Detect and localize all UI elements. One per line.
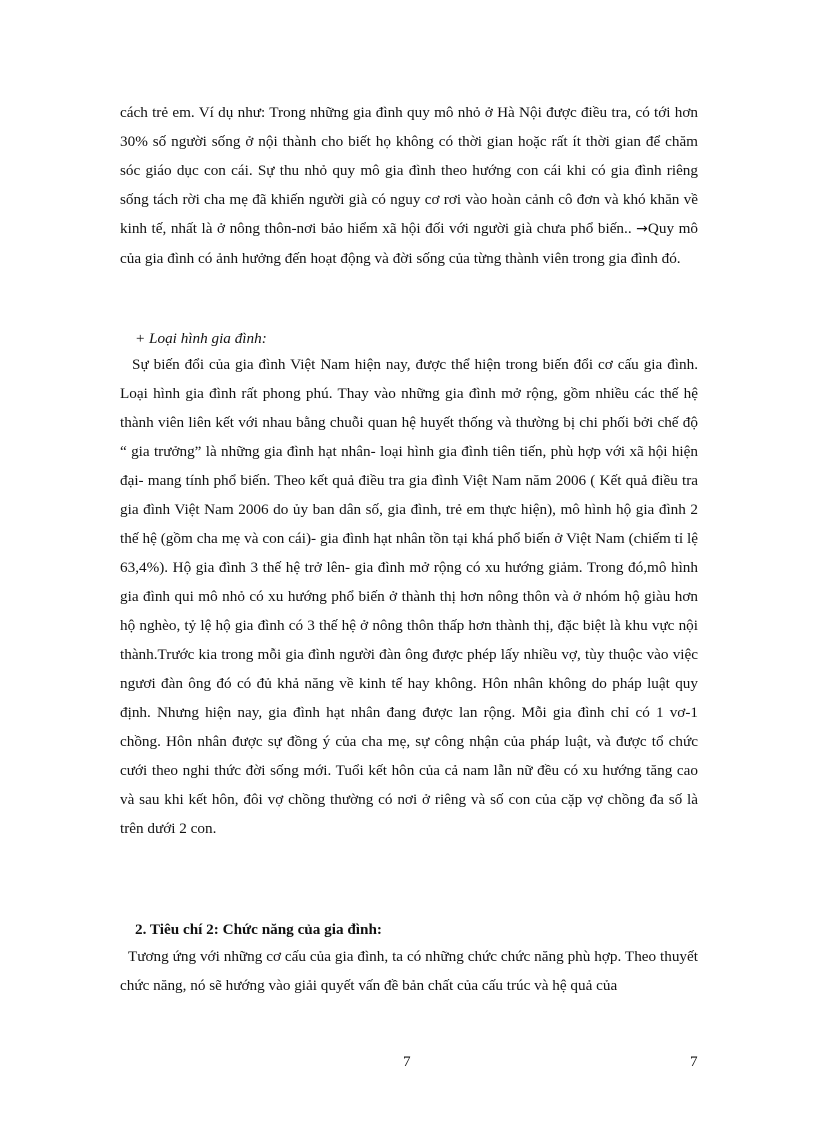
paragraph-family-size-text: cách trẻ em. Ví dụ như: Trong những gia đình quy mô nhỏ ở Hà Nội được điều tra, có tới hơn 30% số người sống ở nội thành cho biết họ không có thời gian hoặc rất ít thời gian để chăm sóc giáo dục con cái. Sự thu nhỏ quy mô gia đình theo hướng con cái khi có gia đình riêng sống tách rời cha mẹ đã khiến người già có nguy cơ rơi vào hoàn cảnh cô đơn và khó khăn về kinh tế, nhất là ở nông thôn-nơi bảo hiểm xã hội đối với người già chưa phổ biến..	[120, 104, 698, 237]
paragraph-family-function: Tương ứng với những cơ cấu của gia đình, ta có những chức chức năng phù hợp. Theo thuyết chức năng, nó sẽ hướng vào giải quyết vấn đề bản chất của cấu trúc và hệ quả của	[120, 948, 698, 994]
paragraph-family-size	[120, 98, 698, 273]
paragraph-family-size-conclusion: Quy mô của gia đình có ảnh hưởng đến hoạt động và đời sống của từng thành viên trong gia đình đó.	[120, 220, 698, 267]
page-number-right: 7	[690, 1053, 698, 1070]
subheading-family-type: + Loại hình gia đình:	[135, 330, 267, 347]
section-heading-criterion-2: 2. Tiêu chí 2: Chức năng của gia đình:	[135, 921, 382, 938]
arrow-right-icon: →	[636, 221, 648, 237]
page-number-center: 7	[403, 1053, 411, 1070]
paragraph-family-type: Sự biến đổi của gia đình Việt Nam hiện nay, được thể hiện trong biến đổi cơ cấu gia đình. Loại hình gia đình rất phong phú. Thay vào những gia đình mở rộng, gồm nhiều các thế hệ thành viên liên kết với nhau bằng chuỗi quan hệ huyết thống và thường bị chi phối bởi chế độ “ gia trưởng” là những gia đình hạt nhân- loại hình gia đình tiên tiến, phù hợp với xã hội hiện đại- mang tính phổ biến. Theo kết quả điều tra gia đình Việt Nam năm 2006 ( Kết quả điều tra gia đình Việt Nam 2006 do ủy ban dân số, gia đình, trẻ em thực hiện), mô hình hộ gia đình 2 thế hệ (gồm cha mẹ và con cái)- gia đình hạt nhân tồn tại khá phổ biến ở Việt Nam (chiếm tỉ lệ 63,4%). Hộ gia đình 3 thế hệ trở lên- gia đình mở rộng có xu hướng giảm. Trong đó,mô hình gia đình qui mô nhỏ có xu hướng phổ biến ở thành thị hơn nông thôn và ở nhóm hộ giàu hơn hộ nghèo, tỷ lệ hộ gia đình có 3 thế hệ ở nông thôn thấp hơn thành thị, đặc biệt là khu vực nội thành.Trước kia trong mỗi gia đình người đàn ông được phép lấy nhiều vợ, tùy thuộc vào việc ngươi đàn ông đó có đủ khả năng về kinh tế hay không. Hôn nhân không do pháp luật quy định. Nhưng hiện nay, gia đình hạt nhân đang được lan rộng. Mỗi gia đình chỉ có 1 vơ-1 chồng. Hôn nhân được sự đồng ý của cha mẹ, sự công nhận của pháp luật, và được tổ chức cưới theo nghi thức đời sống mới. Tuổi kết hôn của cả nam lẫn nữ đều có xu hướng tăng cao và sau khi kết hôn, đôi vợ chồng thường có nơi ở riêng và số con của cặp vợ chồng đa số là trên dưới 2 con.	[120, 356, 698, 837]
